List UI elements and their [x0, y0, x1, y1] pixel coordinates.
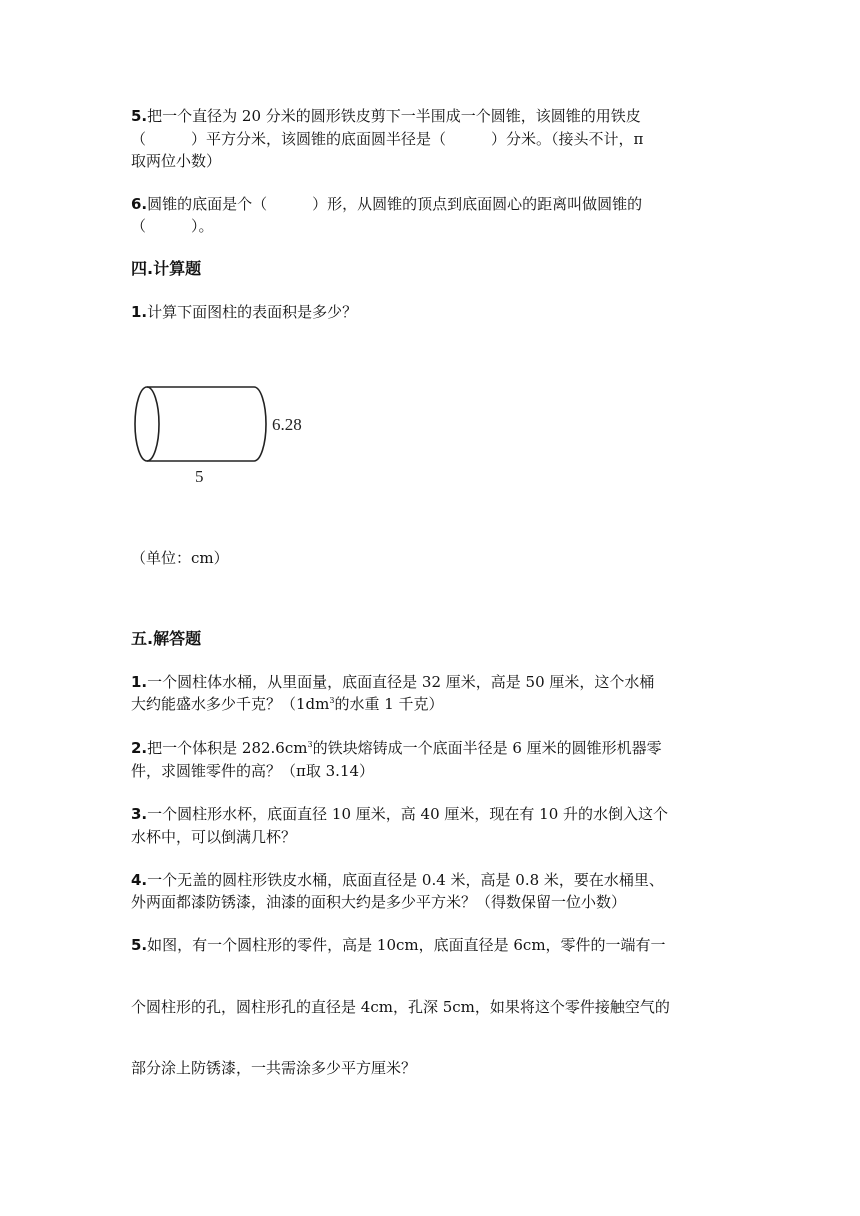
- s5-q2-text-1b: 的铁块熔铸成一个底面半径是 6 厘米的圆锥形机器零: [312, 739, 662, 757]
- section-4-title: 四.计算题: [131, 259, 202, 278]
- s5-q5-number: 5.: [131, 936, 148, 954]
- cylinder-figure: [131, 382, 331, 492]
- s5-q1-text-2b: 的水重 1 千克）: [334, 695, 444, 713]
- cylinder-circumference-label: 6.28: [272, 415, 302, 434]
- s5-q5-line-1: [131, 934, 666, 956]
- s5-q4-line-2: 外两面都漆防锈漆，油漆的面积大约是多少平方米？（得数保留一位小数）: [131, 893, 627, 911]
- s5-q2-text-1a: 把一个体积是 282.6cm: [147, 739, 308, 757]
- s5-q4-number: 4.: [131, 871, 148, 889]
- q5-blank-number: 5.: [131, 107, 148, 125]
- s5-q1-superscript: 3: [329, 696, 335, 705]
- s5-q5-line-3: 部分涂上防锈漆，一共需涂多少平方厘米？: [131, 1059, 417, 1077]
- s4-q1-text: 计算下面图柱的表面积是多少？: [147, 303, 358, 321]
- q5-blank-text-1: 把一个直径为 20 分米的圆形铁皮剪下一半围成一个圆锥，该圆锥的用铁皮: [147, 107, 641, 125]
- s5-q2-line-1: [131, 737, 662, 759]
- s5-q3-line-1: [131, 803, 668, 825]
- s5-q1-line-2: [131, 693, 444, 715]
- cylinder-drawing: [131, 382, 331, 492]
- s5-q1-line-1: [131, 671, 654, 693]
- cylinder-right-arc: [254, 387, 266, 461]
- s5-q5-text-1: 如图，有一个圆柱形的零件，高是 10cm，底面直径是 6cm，零件的一端有一: [147, 936, 666, 954]
- q6-blank-number: 6.: [131, 195, 148, 213]
- q5-blank-line-2: （ ）平方分米，该圆锥的底面圆半径是（ ）分米。（接头不计，π: [131, 130, 644, 148]
- q6-blank-text-1: 圆锥的底面是个（ ）形，从圆锥的顶点到底面圆心的距离叫做圆锥的: [147, 195, 643, 213]
- s5-q2-line-2: 件，求圆锥零件的高？（π取 3.14）: [131, 762, 375, 780]
- s5-q5-line-2: 个圆柱形的孔，圆柱形孔的直径是 4cm，孔深 5cm，如果将这个零件接触空气的: [131, 998, 670, 1016]
- s5-q2-number: 2.: [131, 739, 148, 757]
- s5-q4-text-1: 一个无盖的圆柱形铁皮水桶，底面直径是 0.4 米，高是 0.8 米，要在水桶里、: [147, 871, 664, 889]
- q5-blank-line-1: [131, 105, 641, 127]
- q5-blank-line-3: 取两位小数）: [131, 152, 222, 170]
- s5-q1-text-2a: 大约能盛水多少千克？（1dm: [131, 695, 330, 713]
- s5-q3-text-1: 一个圆柱形水杯，底面直径 10 厘米，高 40 厘米，现在有 10 升的水倒入这个: [147, 805, 669, 823]
- s5-q4-line-1: [131, 869, 664, 891]
- cylinder-left-ellipse: [135, 387, 159, 461]
- s5-q1-text-1: 一个圆柱体水桶，从里面量，底面直径是 32 厘米，高是 50 厘米，这个水桶: [147, 673, 655, 691]
- s5-q1-number: 1.: [131, 673, 148, 691]
- q6-blank-line-2: （ ）。: [131, 217, 214, 235]
- section-5-title: 五.解答题: [131, 629, 202, 648]
- s4-unit-note: （单位：cm）: [131, 549, 229, 567]
- s5-q2-superscript: 3: [307, 740, 313, 749]
- s4-q1-line: [131, 301, 357, 323]
- s4-q1-number: 1.: [131, 303, 148, 321]
- s5-q3-line-2: 水杯中，可以倒满几杯？: [131, 828, 297, 846]
- s5-q3-number: 3.: [131, 805, 148, 823]
- cylinder-length-label: 5: [195, 467, 204, 486]
- q6-blank-line-1: [131, 193, 642, 215]
